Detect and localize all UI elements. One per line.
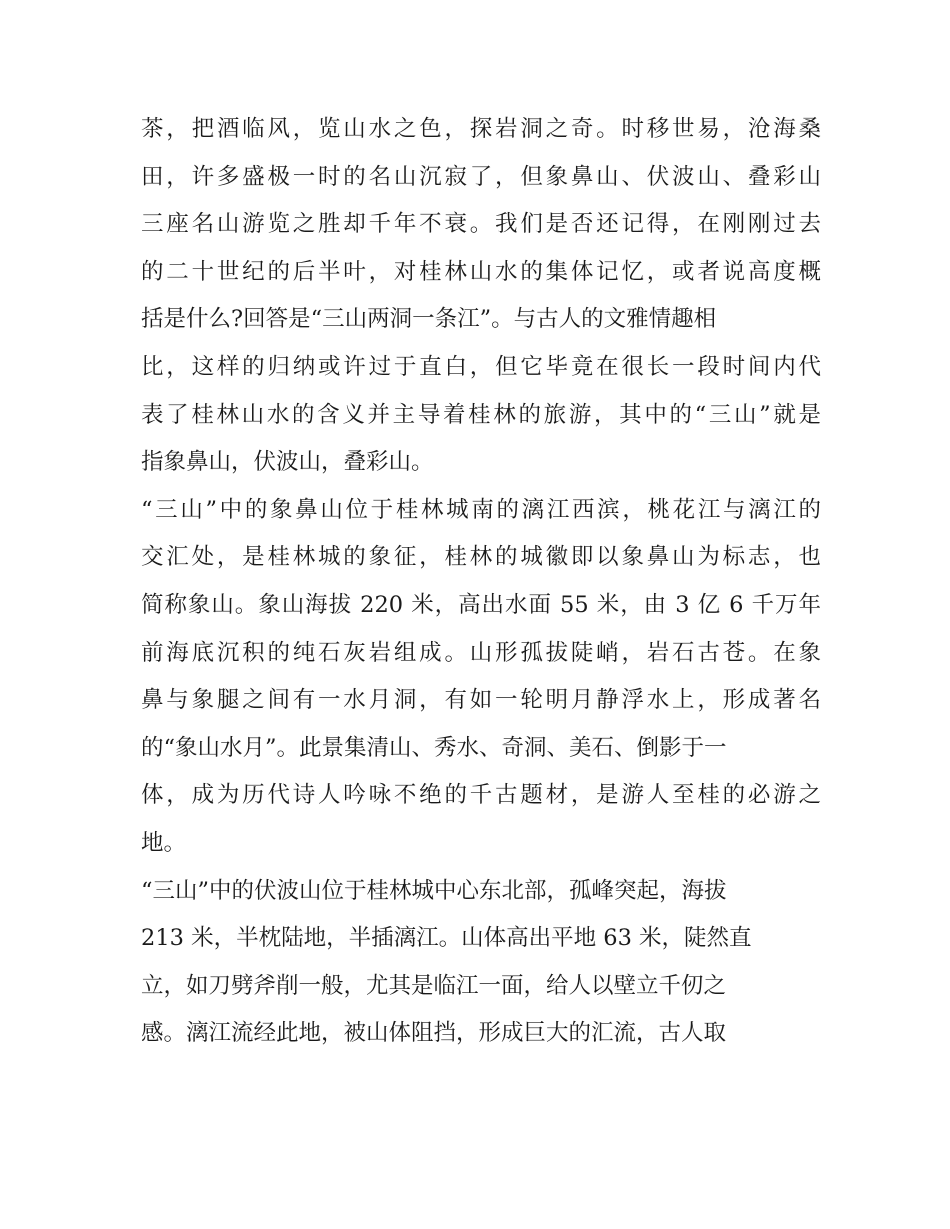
paragraph-intro: [141, 106, 821, 487]
document-body: [141, 106, 821, 1058]
text-line: 田，许多盛极一时的名山沉寂了，但象鼻山、伏波山、叠彩山: [141, 163, 821, 190]
text-line: 括是什么?回答是“三山两洞一条江”。与古人的文雅情趣相: [141, 306, 717, 333]
text-line: “三山”中的伏波山位于桂林城中心东北部，孤峰突起，海拔: [141, 877, 727, 904]
text-line: 的二十世纪的后半叶，对桂林山水的集体记忆，或者说高度概: [141, 258, 821, 285]
text-line: 表了桂林山水的含义并主导着桂林的旅游，其中的“三山”就是: [141, 401, 821, 428]
text-line: 体，成为历代诗人吟咏不绝的千古题材，是游人至桂的必游之: [141, 782, 821, 809]
text-line: 交汇处，是桂林城的象征，桂林的城徽即以象鼻山为标志，也: [141, 544, 821, 571]
paragraph-fubo-hill: [141, 868, 821, 1058]
text-line: 感。漓江流经此地，被山体阻挡，形成巨大的汇流，古人取: [141, 1020, 727, 1047]
text-line: 指象鼻山，伏波山，叠彩山。: [141, 449, 434, 476]
text-line: 茶，把酒临风，览山水之色，探岩洞之奇。时移世易，沧海桑: [141, 116, 821, 142]
text-line: 地。: [141, 829, 187, 856]
text-line: 213 米，半枕陆地，半插漓江。山体高出平地 63 米，陡然直: [141, 925, 752, 952]
text-line: 三座名山游览之胜却千年不衰。我们是否还记得，在刚刚过去: [141, 211, 821, 238]
text-line: 鼻与象腿之间有一水月洞，有如一轮明月静浮水上，形成著名: [141, 687, 821, 714]
text-line: 简称象山。象山海拔 220 米，高出水面 55 米，由 3 亿 6 千万年: [141, 591, 821, 618]
text-line: 比，这样的归纳或许过于直白，但它毕竟在很长一段时间内代: [141, 353, 821, 380]
text-line: “三山”中的象鼻山位于桂林城南的漓江西滨，桃花江与漓江的: [141, 496, 821, 523]
paragraph-xiangbi-hill: [141, 487, 821, 868]
text-line: 的“象山水月”。此景集清山、秀水、奇洞、美石、倒影于一: [141, 734, 727, 761]
text-line: 立，如刀劈斧削一般，尤其是临江一面，给人以壁立千仞之: [141, 972, 727, 999]
text-line: 前海底沉积的纯石灰岩组成。山形孤拔陡峭，岩石古苍。在象: [141, 639, 821, 666]
